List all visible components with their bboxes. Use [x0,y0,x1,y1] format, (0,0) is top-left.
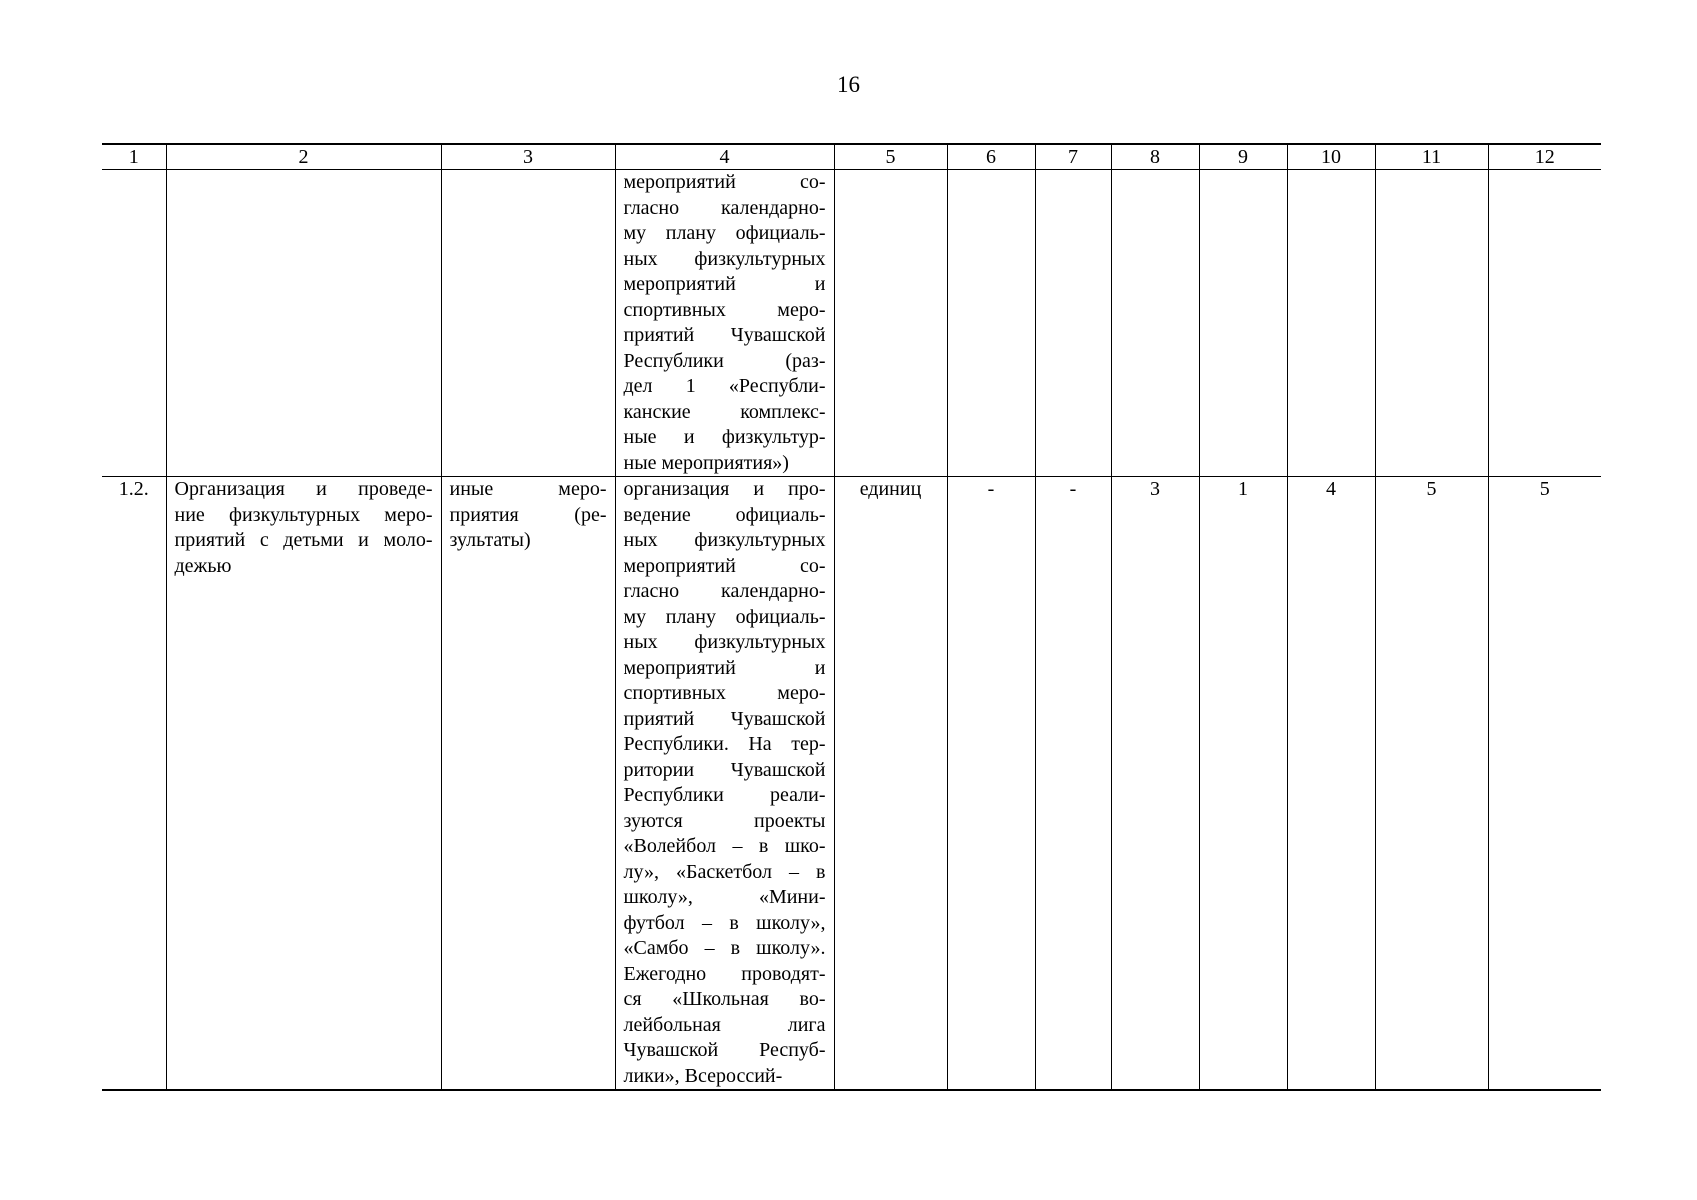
value-cell [1287,170,1375,477]
cell-text-line: мероприятий со- [623,171,826,193]
cell-text-line: дел 1 «Республи- [623,375,826,397]
cell-text-line: ных физкультурных [623,529,826,551]
event-type-cell [441,477,615,1091]
cell-text-line: зультаты) [449,529,531,551]
cell-text-line: гласно календарно- [623,196,826,219]
table-header-row [102,144,1601,170]
cell-text-line: спортивных меро- [623,682,826,704]
table-row [102,477,1601,1091]
value-cell [947,170,1035,477]
cell-text-line: спортивных меро- [623,298,826,321]
cell-text-line: ных физкультурных [623,631,826,653]
cell-text-line: лейбольная лига [623,1013,826,1036]
cell-text-line: Республики. На тер- [623,733,826,755]
description-cell [615,477,834,1091]
column-header: 4 [615,144,834,170]
column-header: 2 [166,144,441,170]
page-number: 16 [837,72,860,97]
cell-text-line: му плану официаль- [623,605,826,628]
event-name-cell [166,477,441,1091]
cell-text-line: лу», «Баскетбол – в [623,860,826,883]
cell-text-line: ритории Чувашской [623,758,826,781]
cell-text-line: ние физкультурных меро- [174,503,433,526]
column-header: 12 [1488,144,1601,170]
cell-text-line: лики», Всероссий- [623,1064,783,1087]
value-cell: 5 [1375,477,1488,1091]
cell-text-line: приятий Чувашской [623,324,826,346]
cell-text-line: дежью [174,554,232,577]
data-table [102,143,1601,1091]
cell-text-line: канские комплекс- [623,400,826,423]
value-cell [1488,170,1601,477]
cell-text-line: ные и физкультур- [623,426,826,448]
column-header: 6 [947,144,1035,170]
cell-text-line: мероприятий со- [623,554,826,577]
column-header: 9 [1199,144,1287,170]
value-cell: 3 [1111,477,1199,1091]
cell-text-line: Республики реали- [623,784,826,806]
value-cell: - [1035,477,1111,1091]
cell-text-line: мероприятий и [623,273,826,295]
cell-text-line: приятия (ре- [449,503,607,526]
cell-text-line: школу», «Мини- [623,886,826,908]
cell-text-line: приятий с детьми и моло- [174,529,433,551]
cell-text-line: «Волейбол – в шко- [623,835,826,857]
cell-text-line: ные мероприятия») [623,451,789,474]
column-header: 10 [1287,144,1375,170]
value-cell [1035,170,1111,477]
value-cell [1199,170,1287,477]
column-header: 3 [441,144,615,170]
value-cell [1375,170,1488,477]
cell-text-line: Ежегодно проводят- [623,962,826,985]
cell-text-line: ных физкультурных [623,247,826,270]
column-header: 1 [102,144,166,170]
cell-text-line: зуются проекты [623,809,826,832]
row-number-cell: 1.2. [102,477,166,1091]
column-header: 5 [834,144,947,170]
cell-text-line: организация и про- [623,478,826,500]
cell-text-line: Республики (раз- [623,349,826,372]
cell-text-line: му плану официаль- [623,222,826,244]
cell-text-line: Организация и проведе- [174,478,433,500]
table-row [102,170,1601,477]
cell-text-line: гласно календарно- [623,580,826,602]
event-name-cell [166,170,441,477]
column-header: 7 [1035,144,1111,170]
cell-text-line: футбол – в школу», [623,911,826,934]
cell-text-line: приятий Чувашской [623,707,826,730]
cell-text-line: ся «Школьная во- [623,988,826,1010]
unit-cell: единиц [834,477,947,1091]
event-type-cell [441,170,615,477]
cell-text-line: Чувашской Респуб- [623,1039,826,1061]
description-cell [615,170,834,477]
value-cell: 5 [1488,477,1601,1091]
column-header: 8 [1111,144,1199,170]
cell-text-line: «Самбо – в школу». [623,937,826,959]
value-cell: - [947,477,1035,1091]
cell-text-line: иные меро- [449,478,607,500]
value-cell: 1 [1199,477,1287,1091]
row-number-cell [102,170,166,477]
unit-cell [834,170,947,477]
column-header: 11 [1375,144,1488,170]
value-cell: 4 [1287,477,1375,1091]
cell-text-line: мероприятий и [623,656,826,679]
cell-text-line: ведение официаль- [623,503,826,526]
value-cell [1111,170,1199,477]
